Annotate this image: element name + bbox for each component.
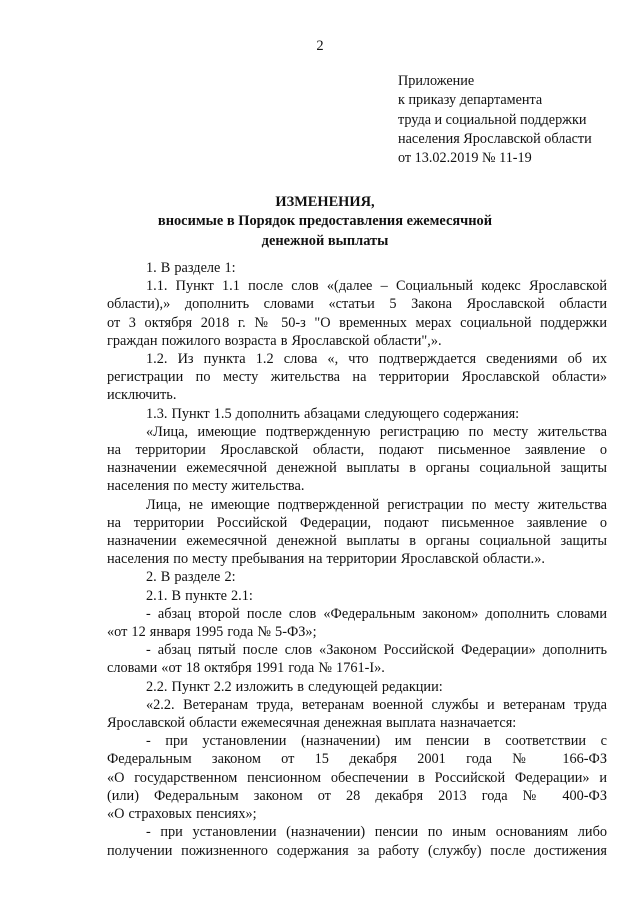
paragraph-line: Лица, не имеющие подтвержденной регистрации по месту жительства: [146, 496, 607, 513]
paragraph-1-2: [107, 350, 607, 368]
paragraph-2-1-item2-cont: [107, 659, 607, 677]
paragraph-2-1-item1-cont: [107, 623, 607, 641]
paragraph-2-2-quote: [107, 696, 607, 714]
paragraph-text: 1.3. Пункт 1.5 дополнить абзацами следующего содержания:: [146, 405, 520, 422]
appendix-line-title: Приложение: [398, 73, 475, 89]
paragraph-line: населения по месту жительства.: [107, 478, 305, 495]
paragraph-section1: [107, 259, 607, 277]
paragraph-2-2: [107, 678, 607, 696]
paragraph-quote-2: [107, 496, 607, 514]
paragraph-quote-1-cont: [107, 441, 607, 496]
paragraph-2-1-item1: [107, 605, 607, 623]
paragraph-1-1: [107, 277, 607, 295]
paragraph-line: - при установлении (назначении) им пенсии в соответствии с: [146, 733, 607, 750]
paragraph-line: «О государственном пенсионном обеспечении в Российской Федерации» и: [107, 769, 607, 786]
paragraph-line: - абзац пятый после слов «Законом Российской Федерации» дополнить: [146, 642, 607, 659]
paragraph-line: граждан пожилого возраста в Ярославской области",».: [107, 332, 442, 349]
heading-subtitle-line1: вносимые в Порядок предоставления ежемесячной: [157, 213, 493, 230]
paragraph-line: на территории Ярославской области, подают письменное заявление о: [107, 442, 607, 459]
heading-subtitle-line2: денежной выплаты: [261, 232, 389, 249]
paragraph-line: - при установлении (назначении) пенсии по иным основаниям либо: [146, 824, 607, 841]
paragraph-2-1: [107, 587, 607, 605]
paragraph-2-2-item2-cont: [107, 842, 607, 860]
paragraph-2-1-item2: [107, 641, 607, 659]
paragraph-text: 2.2. Пункт 2.2 изложить в следующей редакции:: [146, 678, 443, 695]
paragraph-1-3: [107, 405, 607, 423]
paragraph-line: населения по месту пребывания на территории Ярославской области.».: [107, 551, 545, 568]
paragraph-line: «от 12 января 1995 года № 5-ФЗ»;: [107, 624, 317, 641]
paragraph-line: «2.2. Ветеранам труда, ветеранам военной службы и ветеранам труда: [146, 696, 607, 713]
paragraph-line: «Лица, имеющие подтвержденную регистрацию по месту жительства: [146, 423, 607, 440]
paragraph-line: на территории Российской Федерации, подают письменное заявление о: [107, 514, 607, 531]
paragraph-line: 1.1. Пункт 1.1 после слов «(далее – Социальный кодекс Ярославской: [146, 278, 607, 295]
paragraph-text: 2. В разделе 2:: [146, 569, 236, 586]
paragraph-line: Федеральным законом от 15 декабря 2001 года № 166-ФЗ: [107, 751, 607, 768]
page-number: 2: [316, 38, 324, 54]
paragraph-line: Ярославской области ежемесячная денежная выплата назначается:: [107, 715, 517, 732]
paragraph-line: - абзац второй после слов «Федеральным законом» дополнить словами: [146, 605, 607, 622]
paragraph-line: (или) Федеральным законом от 28 декабря 2013 года № 400-ФЗ: [107, 787, 607, 804]
document-heading: [100, 193, 550, 251]
paragraph-text: 2.1. В пункте 2.1:: [146, 587, 253, 604]
paragraph-1-2-cont: [107, 368, 607, 404]
paragraph-2-2-item2: [107, 823, 607, 841]
paragraph-quote-2-cont: [107, 514, 607, 569]
paragraph-line: области),» дополнить словами «статьи 5 Закона Ярославской области: [107, 296, 607, 313]
paragraph-line: назначении ежемесячной денежной выплаты в органы социальной защиты: [107, 533, 607, 550]
paragraph-2-2-quote-cont: [107, 714, 607, 732]
paragraph-section2: [107, 568, 607, 586]
appendix-line-order: к приказу департамента: [398, 92, 543, 109]
appendix-line-region: населения Ярославской области: [398, 130, 592, 147]
paragraph-2-2-item1: [107, 732, 607, 750]
paragraph-1-1-cont: [107, 295, 607, 350]
paragraph-line: регистрации по месту жительства на территории Ярославской области»: [107, 369, 607, 386]
appendix-line-department: труда и социальной поддержки: [398, 111, 587, 128]
appendix-line-date-number: от 13.02.2019 № 11-19: [398, 150, 532, 167]
paragraph-text: 1. В разделе 1:: [146, 260, 236, 276]
paragraph-line: получении пожизненного содержания за работу (службу) после достижения: [107, 842, 607, 859]
paragraph-line: «О страховых пенсиях»;: [107, 806, 257, 823]
paragraph-quote-1: [107, 423, 607, 441]
document-body: [107, 259, 607, 860]
paragraph-line: назначении ежемесячной денежной выплаты в органы социальной защиты: [107, 460, 607, 477]
paragraph-line: исключить.: [107, 387, 177, 404]
paragraph-line: 1.2. Из пункта 1.2 слова «, что подтверждается сведениями об их: [146, 351, 607, 368]
paragraph-line: от 3 октября 2018 г. № 50-з "О временных мерах социальной поддержки: [107, 314, 607, 331]
appendix-block: [398, 72, 634, 168]
heading-title: ИЗМЕНЕНИЯ,: [275, 194, 375, 210]
paragraph-2-2-item1-cont: [107, 750, 607, 823]
paragraph-line: словами «от 18 октября 1991 года № 1761-I».: [107, 660, 385, 677]
